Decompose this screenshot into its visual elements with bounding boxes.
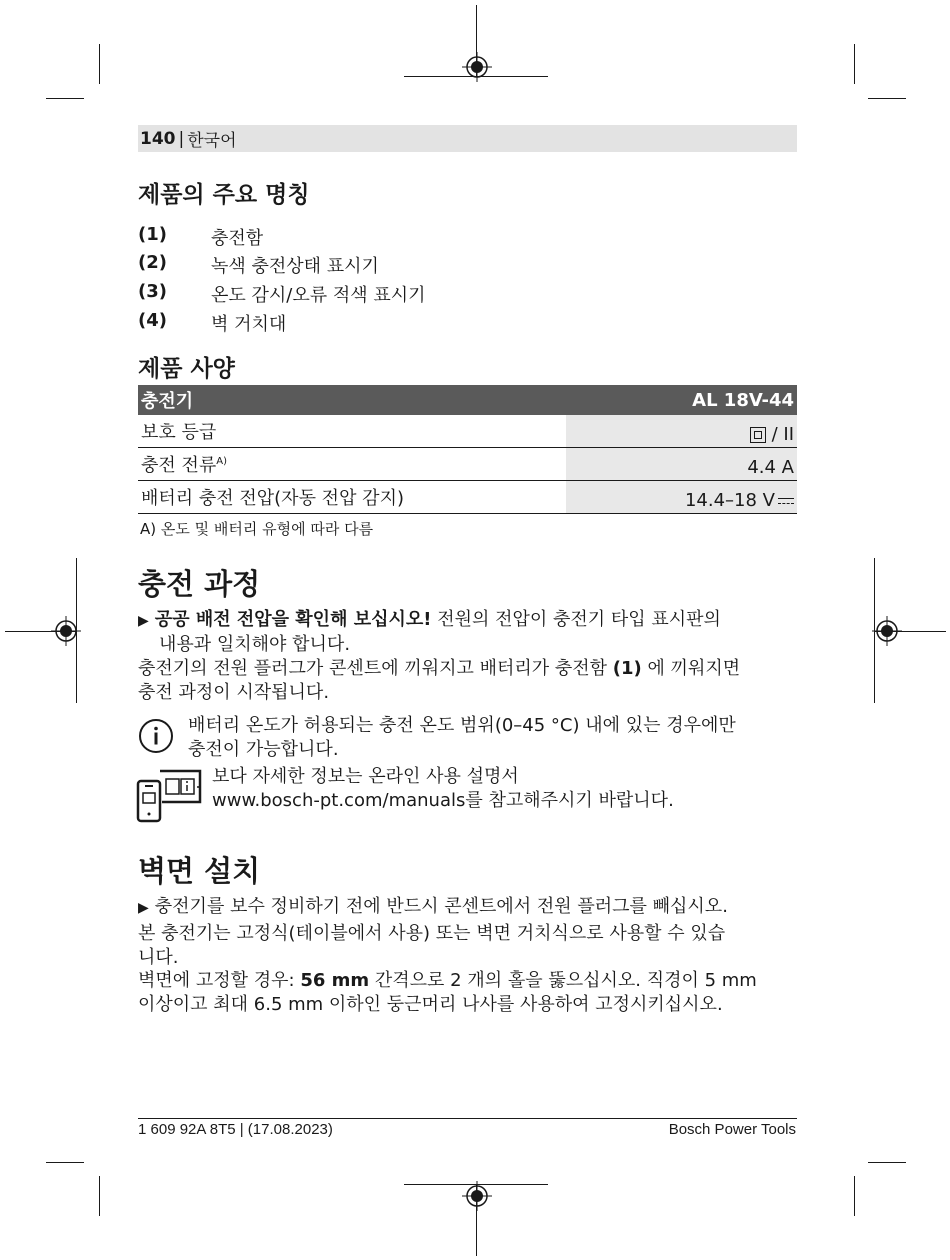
table-row (138, 415, 797, 448)
component-item: (3) 온도 감시/오류 적색 표시기 (138, 281, 426, 306)
table-row (138, 481, 797, 514)
wall-paragraph-1: 본 충전기는 고정식(테이블에서 사용) 또는 벽면 거치식으로 사용할 수 있습 니다. (138, 923, 726, 968)
spec-table-header (138, 385, 797, 415)
footnote-ref: A) (216, 456, 228, 467)
spec-header-model: AL 18V-44 (566, 385, 797, 415)
manual-link[interactable]: www.bosch-pt.com/manuals를 참고해주시기 바랍니다. (212, 790, 674, 811)
header-separator: | (178, 128, 185, 149)
registration-mark-bottom (462, 1181, 492, 1211)
charging-warning: ▶ 공공 배전 전압을 확인해 보십시오! 전원의 전압이 충전기 타입 표시판의 내용과 일치해야 합니다. (138, 609, 721, 655)
online-manual-icon (136, 769, 204, 825)
spec-label: 충전 전류$^{A)}$ (138, 448, 566, 481)
registration-mark-top (462, 52, 492, 82)
protection-class-icon (750, 427, 766, 443)
dc-symbol-icon (778, 497, 794, 505)
components-title: 제품의 주요 명칭 (138, 182, 310, 208)
footer-doc-id: 1 609 92A 8T5 | (17.08.2023) (138, 1121, 333, 1138)
info-icon (138, 718, 174, 754)
spec-header-product: 충전기 (138, 385, 566, 415)
bullet-triangle-icon: ▶ (138, 613, 149, 629)
spec-table (138, 385, 797, 514)
table-footnote: A) 온도 및 배터리 유형에 따라 다름 (140, 520, 374, 538)
footer-rule (138, 1118, 797, 1119)
charging-paragraph: 충전기의 전원 플러그가 콘센트에 끼워지고 배터리가 충전함 (1) 에 끼워지면 충전 과정이 시작됩니다. (138, 658, 741, 703)
table-row (138, 448, 797, 481)
component-item: (1) 충전함 (138, 224, 264, 249)
wall-mount-title: 벽면 설치 (138, 854, 261, 888)
registration-mark-left (51, 616, 81, 646)
wall-paragraph-2: 벽면에 고정할 경우: 56 mm 간격으로 2 개의 홀을 뚫으십시오. 직경이 5 mm 이상이고 최대 6.5 mm 이하인 둥근머리 나사를 사용하여 고정시키십시오. (138, 970, 757, 1015)
spec-value: 4.4 A (566, 448, 797, 481)
footer-brand: Bosch Power Tools (668, 1121, 796, 1138)
header-language: 한국어 (187, 131, 237, 151)
registration-mark-right (872, 616, 902, 646)
bullet-triangle-icon: ▶ (138, 900, 149, 916)
wall-warning: ▶ 충전기를 보수 정비하기 전에 반드시 콘센트에서 전원 플러그를 빼십시오. (138, 896, 728, 917)
component-item: (4) 벽 거치대 (138, 310, 287, 335)
page-header (138, 125, 797, 152)
info-note: 배터리 온도가 허용되는 충전 온도 범위(0–45 °C) 내에 있는 경우에만 충전이 가능합니다. (188, 715, 736, 760)
spec-label: 배터리 충전 전압(자동 전압 감지) (138, 481, 566, 514)
specs-title: 제품 사양 (138, 356, 235, 382)
spec-value: 14.4–18 V (566, 481, 797, 514)
component-item: (2) 녹색 충전상태 표시기 (138, 252, 379, 277)
spec-label: 보호 등급 (138, 415, 566, 448)
spec-value: / II (566, 415, 797, 448)
manual-note: 보다 자세한 정보는 온라인 사용 설명서 www.bosch-pt.com/manuals를 참고해주시기 바랍니다. (212, 766, 674, 811)
charging-title: 충전 과정 (138, 567, 261, 601)
page-number: 140 (140, 128, 176, 149)
